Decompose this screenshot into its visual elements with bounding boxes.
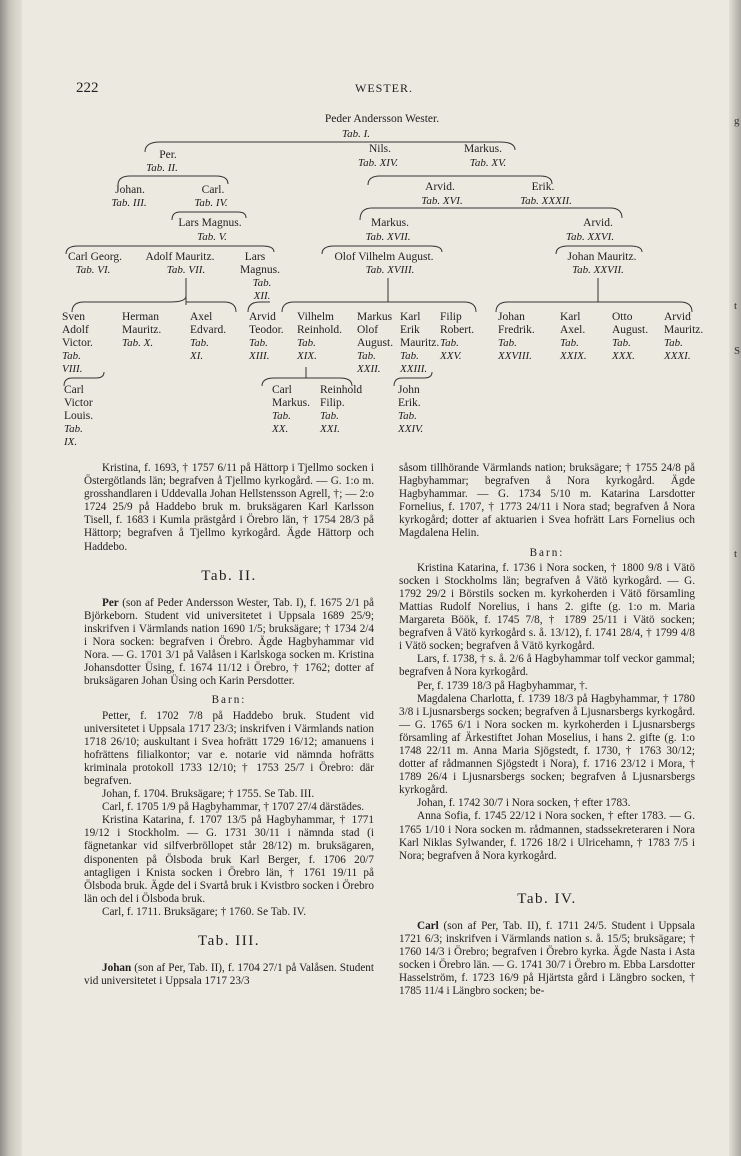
- paragraph: Anna Sofia, f. 1745 22/12 i Nora socken, † efter 1783. — G. 1765 1/10 i Nora socken m. rådmannen, stadssekreteraren i Nora Karl Niklas Sylwander, f. 1726 18/2 i Ulricehamn, † 1783 7/5 i Nora; begrafven å Nora kyrkogård.: [399, 810, 695, 862]
- tree-node-tab: XII.: [253, 290, 271, 302]
- tree-node-tab: Tab.: [252, 277, 272, 289]
- section-heading: Tab. II.: [201, 567, 257, 584]
- tree-leaf-line: Filip.: [320, 397, 345, 409]
- left-column: [84, 462, 374, 988]
- tree-leaf-line: Mauritz.: [122, 324, 162, 336]
- next-page-fragment: t: [734, 300, 738, 312]
- tree-leaf-line: Tab.: [398, 410, 417, 422]
- paragraph: Carl (son af Per, Tab. II), f. 1711 24/5. Student i Uppsala 1721 6/3; inskrifven i Värmlands nation s. å. 15/5; bruksägare; † 1760 14/3 i Örebro; begrafven i Örebro kyrka. Ägde Nasta i Asta socken i Örebro län. — G. 1741 30/7 i Örebro m. Ebba Larsdotter Hasselström, f. 1723 16/9 på Hjärtsta gård i Längbro socken, † 1785 11/4 i Längbro socken; be-: [399, 919, 695, 998]
- tree-leaf-line: Karl: [400, 311, 421, 323]
- tree-leaf-line: Arvid: [664, 311, 691, 323]
- tree-leaf-line: Tab. X.: [122, 337, 154, 349]
- tree-leaf-line: Tab.: [272, 410, 291, 422]
- tree-leaf-line: Tab.: [249, 337, 268, 349]
- tree-leaf-line: Erik: [400, 324, 420, 336]
- tree-leaf-line: XXV.: [440, 350, 462, 362]
- tree-leaf-line: XXXI.: [664, 350, 691, 362]
- paragraph: Per, f. 1739 18/3 på Hagbyhammar, †.: [417, 679, 588, 692]
- tree-leaf-line: Tab.: [64, 423, 83, 435]
- tree-node-tab: Tab. XVIII.: [365, 264, 415, 276]
- tree-node-tab: Tab. XVI.: [421, 195, 463, 207]
- tree-node-name: Per.: [159, 149, 177, 161]
- tree-leaf-line: XXI.: [320, 423, 340, 435]
- tree-leaf-line: XXIV.: [398, 423, 424, 435]
- tree-leaf-line: Tab.: [320, 410, 339, 422]
- tree-leaf-line: XX.: [272, 423, 289, 435]
- tree-leaf-line: XIX.: [297, 350, 317, 362]
- tree-leaf-line: XI.: [190, 350, 204, 362]
- tree-leaf-line: Sven: [62, 311, 85, 323]
- paragraph: såsom tillhörande Värmlands nation; bruksägare; † 1755 24/8 på Hagbyhammar; begrafven å Nora kyrkogård. Ägde Hagbyhammar. — G. 1734 5/10 m. Katarina Larsdotter Fornelius, f. 1707, † 1773 24/11 i Nora stad; begrafven å Nora kyrkogård; dotter af aktuarien i Svea hofrätt Lars Fornelius och Magdalena Helin.: [399, 462, 695, 540]
- tree-node-tab: Tab. VI.: [75, 264, 111, 276]
- family-tree: [0, 0, 741, 460]
- tree-leaf-line: Herman: [122, 311, 160, 323]
- tree-node-name: Carl Georg.: [67, 251, 123, 263]
- tree-leaf-line: Fredrik.: [498, 324, 535, 336]
- tree-node-name: Nils.: [368, 143, 392, 155]
- tree-leaf-line: August.: [357, 337, 394, 349]
- tree-leaf-line: Erik.: [398, 397, 421, 409]
- next-page-fragment: S: [734, 345, 741, 357]
- right-column: [399, 462, 695, 998]
- tree-leaf-line: Tab.: [62, 350, 81, 362]
- tree-leaf-line: Tab.: [440, 337, 459, 349]
- tree-leaf-line: Axel.: [560, 324, 586, 336]
- tree-node-tab: Tab. XVII.: [365, 231, 411, 243]
- paragraph: Lars, f. 1738, † s. å. 2/6 å Hagbyhammar tolf veckor gammal; begrafven å Nora kyrkogård.: [399, 653, 695, 679]
- tree-leaf-line: Otto: [612, 311, 633, 323]
- tree-node-tab: Tab. V.: [197, 231, 227, 243]
- paragraph: Kristina Katarina, f. 1707 13/5 på Hagbyhammar, † 1771 19/12 i Stockholm. — G. 1731 30/11 i nämnda stad (i fägnetankar vid silfverbröllopet står 28/12) m. bruksägaren, disponenten på Ölsboda bruk Karl Berger, f. 1706 20/7 antagligen i Knista socken i Örebro län, † 1761 19/11 på Ölsboda bruk. Ägde del i Svartå bruk i Kvistbro socken i Örebro län och del i Ölsboda bruk.: [84, 814, 374, 905]
- paragraph: Carl, f. 1711. Bruksägare; † 1760. Se Tab. IV.: [102, 905, 307, 918]
- paragraph: Johan, f. 1742 30/7 i Nora socken, † efter 1783.: [417, 797, 631, 810]
- children-label: Barn:: [211, 694, 247, 707]
- entry-lead: Johan: [102, 962, 132, 975]
- tree-brace: [145, 142, 515, 152]
- tree-node-name: Johan.: [115, 184, 145, 196]
- tree-root-name: Peder Andersson Wester.: [324, 113, 440, 125]
- tree-leaf-line: IX.: [64, 436, 78, 448]
- tree-node-tab: Tab. II.: [146, 162, 178, 174]
- tree-node-name: Olof Vilhelm August.: [334, 251, 434, 263]
- tree-brace: [496, 302, 692, 312]
- tree-leaf-line: Victor.: [62, 337, 93, 349]
- tree-node-name: Adolf Mauritz.: [145, 251, 215, 263]
- children-label: Barn:: [529, 546, 565, 559]
- tree-leaf-line: XIII.: [249, 350, 270, 362]
- tree-node-name: Magnus.: [240, 264, 280, 276]
- tree-node-name: Carl.: [201, 184, 225, 196]
- tree-node-tab: Tab. XV.: [469, 157, 507, 169]
- tree-node-tab: Tab. VII.: [166, 264, 206, 276]
- tree-leaf-line: XXVIII.: [498, 350, 532, 362]
- tree-leaf-line: John: [398, 384, 420, 396]
- entry-lead: Carl: [417, 919, 439, 932]
- tree-leaf-line: Karl: [560, 311, 581, 323]
- tree-node-name: Arvid.: [425, 181, 455, 193]
- tree-leaf-line: XXIII.: [400, 363, 428, 375]
- tree-brace: [72, 296, 186, 312]
- tree-node-name: Markus.: [463, 143, 503, 155]
- tree-root-tab: Tab. I.: [341, 128, 371, 140]
- tree-node-name: Lars Magnus.: [178, 217, 242, 229]
- tree-gen5: [62, 311, 703, 375]
- tree-leaf-line: Johan: [498, 311, 525, 323]
- section-heading: Tab. IV.: [517, 890, 577, 907]
- tree-leaf-line: Edvard.: [190, 324, 227, 336]
- tree-node-name: Markus.: [370, 217, 410, 229]
- paragraph: Kristina, f. 1693, † 1757 6/11 på Hättorp i Tjellmo socken i Östergötlands län; begrafven å Tjellmo kyrkogård. — G. 1:o m. grosshandlaren i Uddevalla Johan Hellstensson Agrell, †; — 2:o 1724 25/9 på Haddebo bruk m. bruksägaren Karl Karlsson Tisell, f. 1683 i Kumla prästgård i Örebro län, † 1754 28/3 på Hättorp; begrafven å Tjellmo kyrkogård. Ägde Hättorp och Haddebo.: [84, 462, 374, 553]
- tree-leaf-line: XXIX.: [560, 350, 587, 362]
- tree-leaf-line: Tab.: [190, 337, 209, 349]
- tree-node-tab: Tab. XIV.: [357, 157, 399, 169]
- paragraph: Carl, f. 1705 1/9 på Hagbyhammar, † 1707 27/4 därstädes.: [102, 801, 365, 814]
- tree-leaf-line: Markus: [357, 311, 393, 323]
- tree-leaf-line: Carl: [272, 384, 292, 396]
- tree-leaf-line: XXX.: [612, 350, 635, 362]
- tree-leaf-line: Louis.: [64, 410, 94, 422]
- tree-leaf-line: Olof: [357, 324, 379, 336]
- paragraph: Johan, f. 1704. Bruksägare; † 1755. Se Tab. III.: [102, 788, 315, 801]
- tree-leaf-line: Tab.: [612, 337, 631, 349]
- tree-leaf-line: August.: [612, 324, 649, 336]
- next-page-fragment: g: [734, 115, 740, 127]
- entry-lead: Per: [102, 596, 119, 609]
- tree-leaf-line: Teodor.: [249, 324, 284, 336]
- paragraph: Magdalena Charlotta, f. 1739 18/3 på Hagbyhammar, † 1780 3/8 i Ljusnarsbergs socken; begrafven å Ljusnarsbergs kyrkogård. — G. 1765 6/1 i Nora socken m. kyrkoherden i Ljusnarsbergs församling af Ärkestiftet Johan Moselius, i hans 2. gifte (g. 1:o 1748 22/11 m. Anna Maria Sjögstedt, f. 1730, † 1763 30/12; dotter af rådmannen Sjögstedt i Nora), f. 1716 23/12 i Mora, † 1789 26/4 i Ljusnarsbergs socken; begrafven å Ljusnarsbergs kyrkogård.: [399, 692, 695, 797]
- tree-leaf-line: Tab.: [400, 350, 419, 362]
- tree-leaf-line: Carl: [64, 384, 84, 396]
- tree-leaf-line: Tab.: [560, 337, 579, 349]
- tree-node-tab: Tab. III.: [111, 197, 147, 209]
- tree-leaf-line: Filip: [440, 311, 462, 323]
- tree-leaf-line: Reinhold.: [297, 324, 343, 336]
- tree-leaf-line: Robert.: [440, 324, 475, 336]
- tree-node-name: Johan Mauritz.: [567, 251, 637, 263]
- tree-leaf-line: Markus.: [272, 397, 311, 409]
- paragraph: Kristina Katarina, f. 1736 i Nora socken, † 1800 9/8 i Vätö socken i Stockholms län; begrafven å Vätö kyrkogård. — G. 1792 29/2 i Börstils socken m. kyrkoherden i Vätö församling Mattias Rudolf Norelius, i hans 2. gifte (g. 1:o m. Maria Margareta Böök, f. 1745 7/8, † 1789 25/11 i Vätö socken; begrafven å Vätö kyrkogård s. å. 13/12), f. 1741 28/4, † 1799 4/8 i Vätö socken; begrafven å Vätö kyrkogård.: [399, 561, 695, 653]
- tree-leaf-line: Mauritz.: [400, 337, 440, 349]
- tree-node-name: Lars: [244, 251, 266, 263]
- tree-leaf-line: Vilhelm: [297, 311, 334, 323]
- tree-leaf-line: Adolf: [62, 324, 89, 336]
- tree-leaf-line: Victor: [64, 397, 93, 409]
- tree-leaf-line: Axel: [190, 311, 213, 323]
- tree-leaf-line: XXII.: [357, 363, 381, 375]
- tree-leaf-line: Tab.: [498, 337, 517, 349]
- tree-leaf-line: Mauritz.: [664, 324, 704, 336]
- tree-leaf-line: VIII.: [62, 363, 83, 375]
- tree-leaf-line: Tab.: [664, 337, 683, 349]
- running-title: WESTER.: [355, 81, 413, 95]
- page-number: 222: [76, 80, 99, 96]
- tree-gen6: [63, 384, 423, 448]
- tree-node-name: Erik.: [531, 181, 555, 193]
- tree-leaf-line: Tab.: [357, 350, 376, 362]
- next-page-fragment: t: [734, 548, 738, 560]
- tree-leaf-line: Tab.: [297, 337, 316, 349]
- tree-leaf-line: Arvid: [249, 311, 276, 323]
- tree-node-tab: Tab. XXVI.: [565, 231, 615, 243]
- section-heading: Tab. III.: [197, 933, 260, 949]
- paragraph: Per (son af Peder Andersson Wester, Tab. I), f. 1675 2/1 på Björkeborn. Student vid universitetet i Uppsala 1689 25/9; inskrifven i Värmlands nation 1690 1/5; bruksägare; † 1734 2/4 i Nora socken: begrafven i Örebro. Ägde Hagbyhammar vid Nora. — G. 1701 3/1 på Valåsen i Karlskoga socken m. Kristina Johansdotter Üsing, f. 1674 11/12 i Örebro, † 1762; dotter af bruksägaren Johan Üsing och Karin Persdotter.: [84, 596, 374, 688]
- tree-node-tab: Tab. XXXII.: [520, 195, 572, 207]
- paragraph: Petter, f. 1702 7/8 på Haddebo bruk. Student vid universitetet i Uppsala 1717 23/3; inskrifven i Värmlands nation 1718 26/10; auskultant i Svea hofrätt 1729 16/12; amanuens i hofrättens filialkontor; var e. notarie vid nämnda hofrätts kriminala protokoll 1733 12/10; † 1753 25/7 i Örebro: där begrafven.: [84, 709, 374, 787]
- tree-node-tab: Tab. IV.: [194, 197, 228, 209]
- tree-leaf-line: Reinhold: [320, 384, 363, 396]
- tree-brace: [368, 176, 552, 185]
- tree-node-name: Arvid.: [583, 217, 613, 229]
- paragraph: Johan (son af Per, Tab. II), f. 1704 27/1 på Valåsen. Student vid universitetet i Uppsala 1717 23/3: [84, 962, 374, 988]
- tree-node-tab: Tab. XXVII.: [572, 264, 624, 276]
